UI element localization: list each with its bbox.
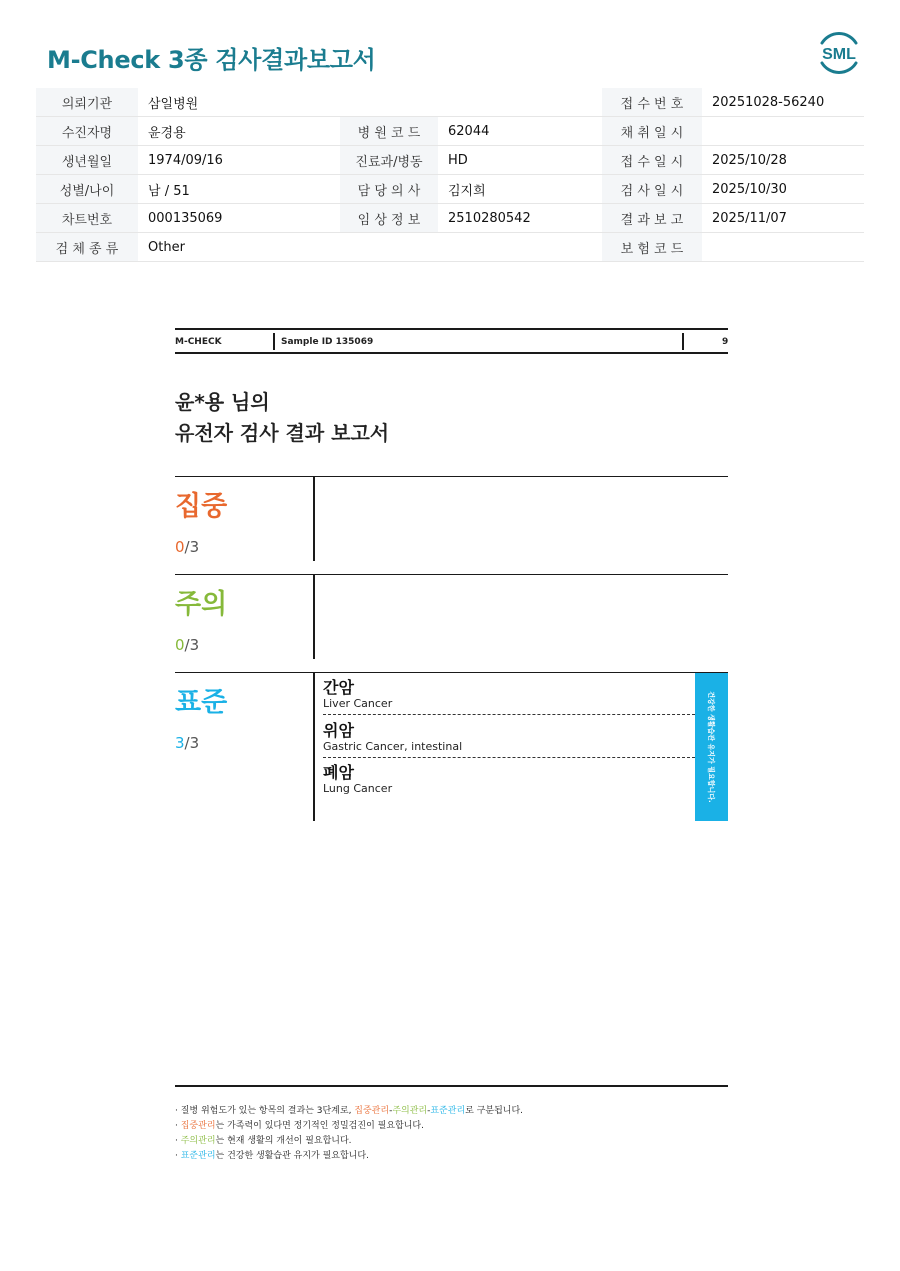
info-label: 병 원 코 드 [340,117,438,146]
item-name-ko: 위암 [323,721,354,740]
info-label: 결 과 보 고 [602,204,702,233]
note-text: 질병 위험도가 있는 항목의 결과는 3단계로, [180,1106,355,1116]
count-number: 3 [175,734,185,752]
info-value [340,233,602,262]
info-value: 2025/10/28 [702,146,864,175]
note-key-focus: 집중관리 [354,1106,390,1116]
legend-note-2 [175,1118,424,1131]
info-value: 윤경용 [138,117,340,146]
note-separator: - [427,1106,431,1116]
section-divider [313,574,315,659]
info-value: 000135069 [138,204,340,233]
info-label: 담 당 의 사 [340,175,438,204]
item-dashed-divider [323,714,695,715]
report-brand: M-CHECK [175,337,222,347]
info-value: 2510280542 [438,204,602,233]
bullet: · [175,1106,181,1116]
sample-id: Sample ID 135069 [281,337,374,347]
section-label-caution: 주의 [175,589,228,620]
info-value: Other [138,233,340,262]
section-divider [313,672,315,821]
info-row [36,175,864,204]
notes-rule [175,1085,728,1087]
info-row [36,88,864,117]
greeting-line-2: 유전자 검사 결과 보고서 [175,421,390,445]
count-total: /3 [184,636,200,654]
info-value: 삼일병원 [138,88,340,117]
info-value: 20251028-56240 [702,88,864,117]
info-label: 접 수 일 시 [602,146,702,175]
section-label-focus: 집중 [175,491,228,522]
info-value [702,233,864,262]
note-text: 는 가족력이 있다면 정기적인 정밀검진이 필요합니다. [215,1121,424,1131]
header-top-rule [175,328,728,330]
info-value: 62044 [438,117,602,146]
info-label: 의뢰기관 [36,88,138,117]
header-separator [682,333,684,350]
item-name-ko: 간암 [323,678,354,697]
section-count-focus [175,538,199,556]
info-label: 접 수 번 호 [602,88,702,117]
section-count-standard [175,734,199,752]
legend-note-4 [175,1148,369,1161]
header-bottom-rule [175,352,728,354]
note-key-standard: 표준관리 [430,1106,466,1116]
count-total: /3 [184,538,200,556]
info-label: 성별/나이 [36,175,138,204]
info-value: 2025/10/30 [702,175,864,204]
patient-info-table [36,88,864,262]
item-name-en: Liver Cancer [323,697,393,710]
info-label: 보 험 코 드 [602,233,702,262]
info-value [340,88,602,117]
item-name-ko: 폐암 [323,763,354,782]
sidebar-text: 건강한 생활습관 유지가 필요합니다. [707,691,715,803]
info-value: 남 / 51 [138,175,340,204]
info-value: HD [438,146,602,175]
greeting-line-1: 윤*용 님의 [175,390,270,414]
note-key-caution: 주의관리 [180,1136,216,1146]
info-value: 2025/11/07 [702,204,864,233]
genetic-report-page [175,328,728,1173]
section-rule [175,672,728,673]
sml-logo [814,28,864,78]
note-separator: - [389,1106,393,1116]
bullet: · [175,1151,181,1161]
note-text: 로 구분됩니다. [465,1106,524,1116]
bullet: · [175,1136,181,1146]
count-number: 0 [175,636,185,654]
info-label: 검 체 종 류 [36,233,138,262]
info-label: 생년월일 [36,146,138,175]
note-key-caution: 주의관리 [392,1106,428,1116]
item-name-en: Lung Cancer [323,782,393,795]
list-item [323,763,693,796]
count-total: /3 [184,734,200,752]
item-name-en: Gastric Cancer, intestinal [323,740,463,753]
standard-sidebar-banner [695,673,728,821]
info-value [702,117,864,146]
info-row [36,117,864,146]
info-label: 임 상 정 보 [340,204,438,233]
header-separator [273,333,275,350]
section-label-standard: 표준 [175,687,228,718]
info-row [36,146,864,175]
list-item [323,721,693,754]
list-item [323,678,693,711]
legend-note-1 [175,1103,523,1116]
bullet: · [175,1121,181,1131]
item-dashed-divider [323,757,695,758]
legend-note-3 [175,1133,352,1146]
note-key-focus: 집중관리 [180,1121,216,1131]
logo-text: SML [822,46,856,63]
note-key-standard: 표준관리 [180,1151,216,1161]
info-label: 진료과/병동 [340,146,438,175]
section-divider [313,476,315,561]
info-row [36,204,864,233]
page-number: 9 [722,337,729,347]
report-title: M-Check 3종 검사결과보고서 [47,46,376,74]
info-value: 1974/09/16 [138,146,340,175]
note-text: 는 현재 생활의 개선이 필요합니다. [215,1136,352,1146]
note-text: 는 건강한 생활습관 유지가 필요합니다. [215,1151,369,1161]
section-rule [175,476,728,477]
section-count-caution [175,636,199,654]
info-value: 김지희 [438,175,602,204]
info-label: 차트번호 [36,204,138,233]
info-row [36,233,864,262]
info-label: 검 사 일 시 [602,175,702,204]
info-label: 채 취 일 시 [602,117,702,146]
count-number: 0 [175,538,185,556]
section-rule [175,574,728,575]
info-label: 수진자명 [36,117,138,146]
